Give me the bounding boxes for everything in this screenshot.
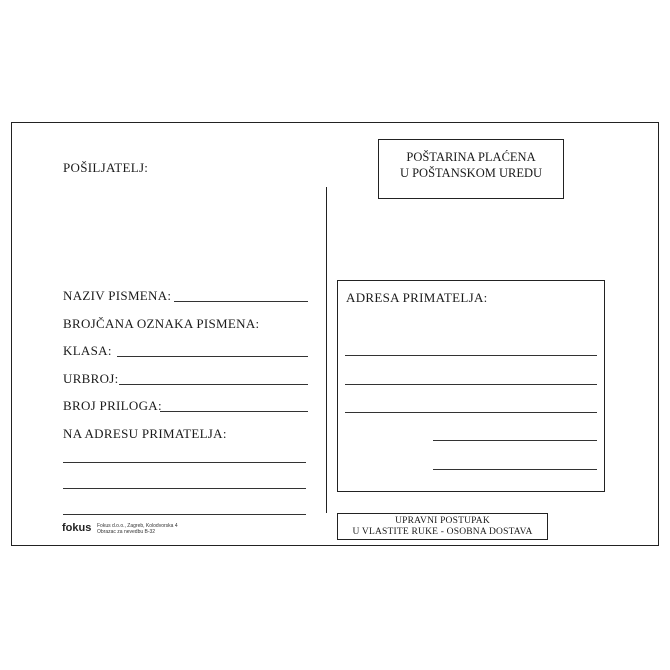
publisher-form-code: B-32 [144,529,156,535]
recipient-line-3 [345,412,597,413]
publisher-form [97,529,178,535]
to-address-label: NA ADRESU PRIMATELJA: [63,426,227,441]
sender-label: POŠILJATELJ: [63,160,149,175]
recipient-address-label: ADRESA PRIMATELJA: [346,290,488,305]
delivery-line-1: UPRAVNI POSTUPAK [395,516,490,526]
klasa-line [117,356,308,357]
to-address-line-1 [63,462,306,463]
attachments-label: BROJ PRILOGA: [63,398,162,413]
publisher-address: Fokus d.o.o., Zagreb, Kolodvorska 4 [97,523,178,529]
delivery-type-box [337,513,548,540]
klasa-label: KLASA: [63,343,112,358]
to-address-line-3 [63,514,306,515]
publisher-form-label: Obrazac za nevedbu [97,529,144,535]
to-address-line-2 [63,488,306,489]
document-number-label: BROJČANA OZNAKA PISMENA: [63,316,260,331]
attachments-line [160,411,308,412]
publisher-logo: fokus [62,522,92,534]
card-divider [326,187,327,513]
recipient-line-5 [433,469,597,470]
document-name-label: NAZIV PISMENA: [63,288,172,303]
recipient-line-4 [433,440,597,441]
recipient-line-2 [345,384,597,385]
delivery-line-2: U VLASTITE RUKE - OSOBNA DOSTAVA [352,527,533,537]
publisher-info [97,523,178,535]
urbroj-label: URBROJ: [63,371,119,386]
urbroj-line [119,384,308,385]
postage-line-1: POŠTARINA PLAĆENA [406,150,536,164]
document-name-line [174,301,308,302]
postage-paid-box [378,139,564,199]
recipient-line-1 [345,355,597,356]
recipient-address-box [337,280,605,492]
postage-line-2: U POŠTANSKOM UREDU [399,166,543,180]
